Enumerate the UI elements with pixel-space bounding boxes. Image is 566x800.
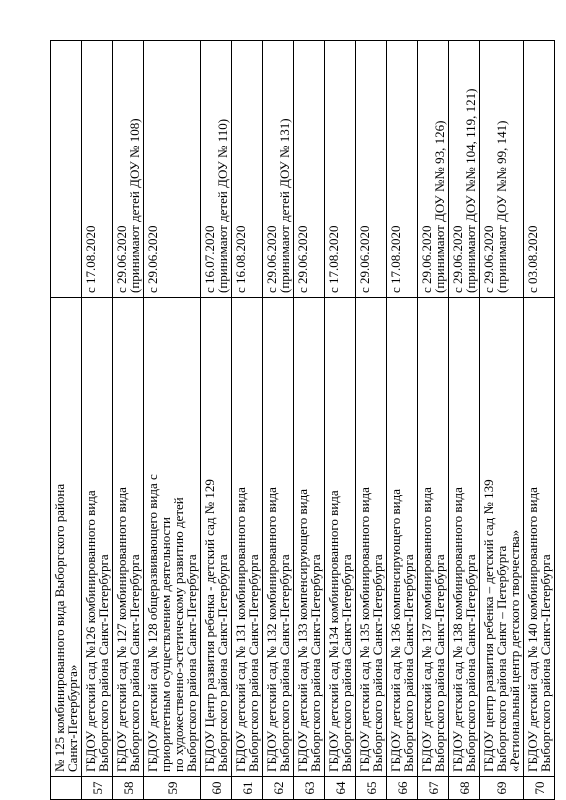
start-date-line: с 16.07.2020 <box>202 225 217 293</box>
institution-name-line: ГБДОУ детский сад № 137 комбинированного вида <box>419 487 434 772</box>
start-date-line: (принимают ДОУ №№ 99, 141) <box>494 120 509 293</box>
start-date-cell <box>524 41 555 298</box>
start-date-line: с 17.08.2020 <box>388 225 403 293</box>
start-date-cell <box>418 41 449 298</box>
start-date-cell <box>480 41 524 298</box>
row-number: 66 <box>387 777 418 800</box>
start-date-cell <box>144 41 201 298</box>
start-date-cell <box>82 41 113 298</box>
institution-name-line: Выборгского района Санкт-Петербурга <box>127 554 142 772</box>
start-date-line: (принимают детей ДОУ № 110) <box>215 118 230 293</box>
table-row <box>480 41 524 800</box>
institution-name-line: Выборгского района Санкт-Петербурга <box>370 554 385 772</box>
start-date-cell <box>356 41 387 298</box>
institution-name-line: Выборгского района Санкт-Петербурга <box>463 554 478 772</box>
row-number: 58 <box>113 777 144 800</box>
start-date-line: с 29.06.2020 <box>357 225 372 293</box>
table-row <box>387 41 418 800</box>
row-number: 60 <box>201 777 232 800</box>
institution-name-cell <box>232 298 263 777</box>
table-row <box>263 41 294 800</box>
start-date-line: с 16.08.2020 <box>233 225 248 293</box>
institution-name-line: Выборгского района Санкт-Петербурга <box>96 554 111 772</box>
institution-name-cell <box>263 298 294 777</box>
start-date-cell <box>232 41 263 298</box>
table-row <box>82 41 113 800</box>
institution-name-line: Выборгского района Санкт-Петербурга <box>339 554 354 772</box>
start-date-cell <box>449 41 480 298</box>
start-date-line: с 17.08.2020 <box>326 225 341 293</box>
institution-name-line: ГБДОУ детский сад №134 комбинированного вида <box>326 490 341 772</box>
institution-name-line: ГБДОУ детский сад № 128 общеразвивающего вида с <box>145 474 160 772</box>
institution-name-line: Выборгского района Санкт-Петербурга <box>215 554 230 772</box>
row-number: 64 <box>325 777 356 800</box>
row-number: 69 <box>480 777 524 800</box>
institution-name-cell <box>51 298 82 777</box>
institution-name-line: ГБДОУ детский сад № 136 компенсирующего вида <box>388 488 403 772</box>
start-date-line: с 17.08.2020 <box>83 225 98 293</box>
institution-name-line: Выборгского района Санкт-Петербурга <box>246 554 261 772</box>
table-row <box>51 41 82 800</box>
row-number: 68 <box>449 777 480 800</box>
row-number: 70 <box>524 777 555 800</box>
start-date-cell <box>113 41 144 298</box>
table-row <box>356 41 387 800</box>
table-row <box>325 41 356 800</box>
institution-name-cell <box>201 298 232 777</box>
row-number: 61 <box>232 777 263 800</box>
start-date-cell <box>263 41 294 298</box>
institution-name-line: «Региональный центр детского творчества» <box>507 529 522 772</box>
institution-name-cell <box>449 298 480 777</box>
start-date-line: с 03.08.2020 <box>525 225 540 293</box>
row-number <box>51 777 82 800</box>
institution-name-line: ГБДОУ детский сад № 138 комбинированного вида <box>450 487 465 772</box>
institution-name-cell <box>387 298 418 777</box>
start-date-line: с 29.06.2020 <box>295 225 310 293</box>
start-date-line: (принимают ДОУ №№ 104, 119, 121) <box>463 88 478 293</box>
institution-name-line: ГБДОУ Центр развития ребенка - детский сад № 129 <box>202 479 217 772</box>
row-number: 65 <box>356 777 387 800</box>
institution-name-line: Санкт-Петербурга» <box>65 664 80 772</box>
institution-name-line: приоритетным осуществлением деятельности <box>158 517 173 772</box>
institution-name-line: Выборгского района Санкт-Петербурга <box>432 554 447 772</box>
document-page <box>50 40 553 800</box>
institution-name-line: Выборгского района Санкт-Петербурга <box>277 554 292 772</box>
table-row <box>201 41 232 800</box>
start-date-line: с 29.06.2020 <box>450 225 465 293</box>
kindergarten-table <box>50 40 555 800</box>
start-date-line: с 29.06.2020 <box>264 225 279 293</box>
institution-name-line: ГБДОУ детский сад № 135 комбинированного вида <box>357 487 372 772</box>
start-date-cell <box>387 41 418 298</box>
start-date-cell <box>51 41 82 298</box>
institution-name-line: по художественно-эстетическому развитию детей <box>171 497 186 772</box>
table-row <box>294 41 325 800</box>
start-date-line: с 29.06.2020 <box>114 225 129 293</box>
start-date-line: (принимают детей ДОУ № 108) <box>127 118 142 293</box>
institution-name-cell <box>325 298 356 777</box>
institution-name-cell <box>480 298 524 777</box>
institution-name-cell <box>144 298 201 777</box>
start-date-cell <box>325 41 356 298</box>
start-date-line: (принимают ДОУ №№ 93, 126) <box>432 120 447 293</box>
institution-name-line: Выборгского района Санкт-Петербурга <box>538 554 553 772</box>
row-number: 59 <box>144 777 201 800</box>
start-date-cell <box>294 41 325 298</box>
institution-name-line: ГБДОУ центр развития ребенка – детский сад № 139 <box>481 479 496 772</box>
row-number: 63 <box>294 777 325 800</box>
row-number: 57 <box>82 777 113 800</box>
table-row <box>144 41 201 800</box>
table-row <box>113 41 144 800</box>
institution-name-line: ГБДОУ детский сад № 132 комбинированного вида <box>264 487 279 772</box>
start-date-line: с 29.06.2020 <box>145 225 160 293</box>
institution-name-cell <box>524 298 555 777</box>
institution-name-cell <box>356 298 387 777</box>
start-date-cell <box>201 41 232 298</box>
institution-name-cell <box>294 298 325 777</box>
institution-name-line: Выборгского района Санкт-Петербурга <box>184 554 199 772</box>
institution-name-cell <box>113 298 144 777</box>
institution-name-cell <box>418 298 449 777</box>
institution-name-line: ГБДОУ детский сад №126 комбинированного вида <box>83 490 98 772</box>
table-body <box>51 41 555 800</box>
table-row <box>232 41 263 800</box>
start-date-line: с 29.06.2020 <box>419 225 434 293</box>
start-date-line: с 29.06.2020 <box>481 225 496 293</box>
institution-name-line: ГБДОУ детский сад № 127 комбинированного вида <box>114 487 129 772</box>
institution-name-line: № 125 комбинированного вида Выборгского района <box>52 483 67 772</box>
table-row <box>524 41 555 800</box>
institution-name-line: ГБДОУ детский сад № 133 компенсирующего вида <box>295 488 310 772</box>
institution-name-line: Выборгского района Санкт-Петербурга <box>401 554 416 772</box>
row-number: 67 <box>418 777 449 800</box>
table-row <box>418 41 449 800</box>
institution-name-line: ГБДОУ детский сад № 131 комбинированного вида <box>233 487 248 772</box>
institution-name-line: Выборгского района Санкт – Петербурга <box>494 545 509 772</box>
institution-name-line: ГБДОУ детский сад № 140 комбинированного вида <box>525 487 540 772</box>
table-row <box>449 41 480 800</box>
start-date-line: (принимают детей ДОУ № 131) <box>277 118 292 293</box>
row-number: 62 <box>263 777 294 800</box>
institution-name-cell <box>82 298 113 777</box>
institution-name-line: Выборгского района Санкт-Петербурга <box>308 554 323 772</box>
